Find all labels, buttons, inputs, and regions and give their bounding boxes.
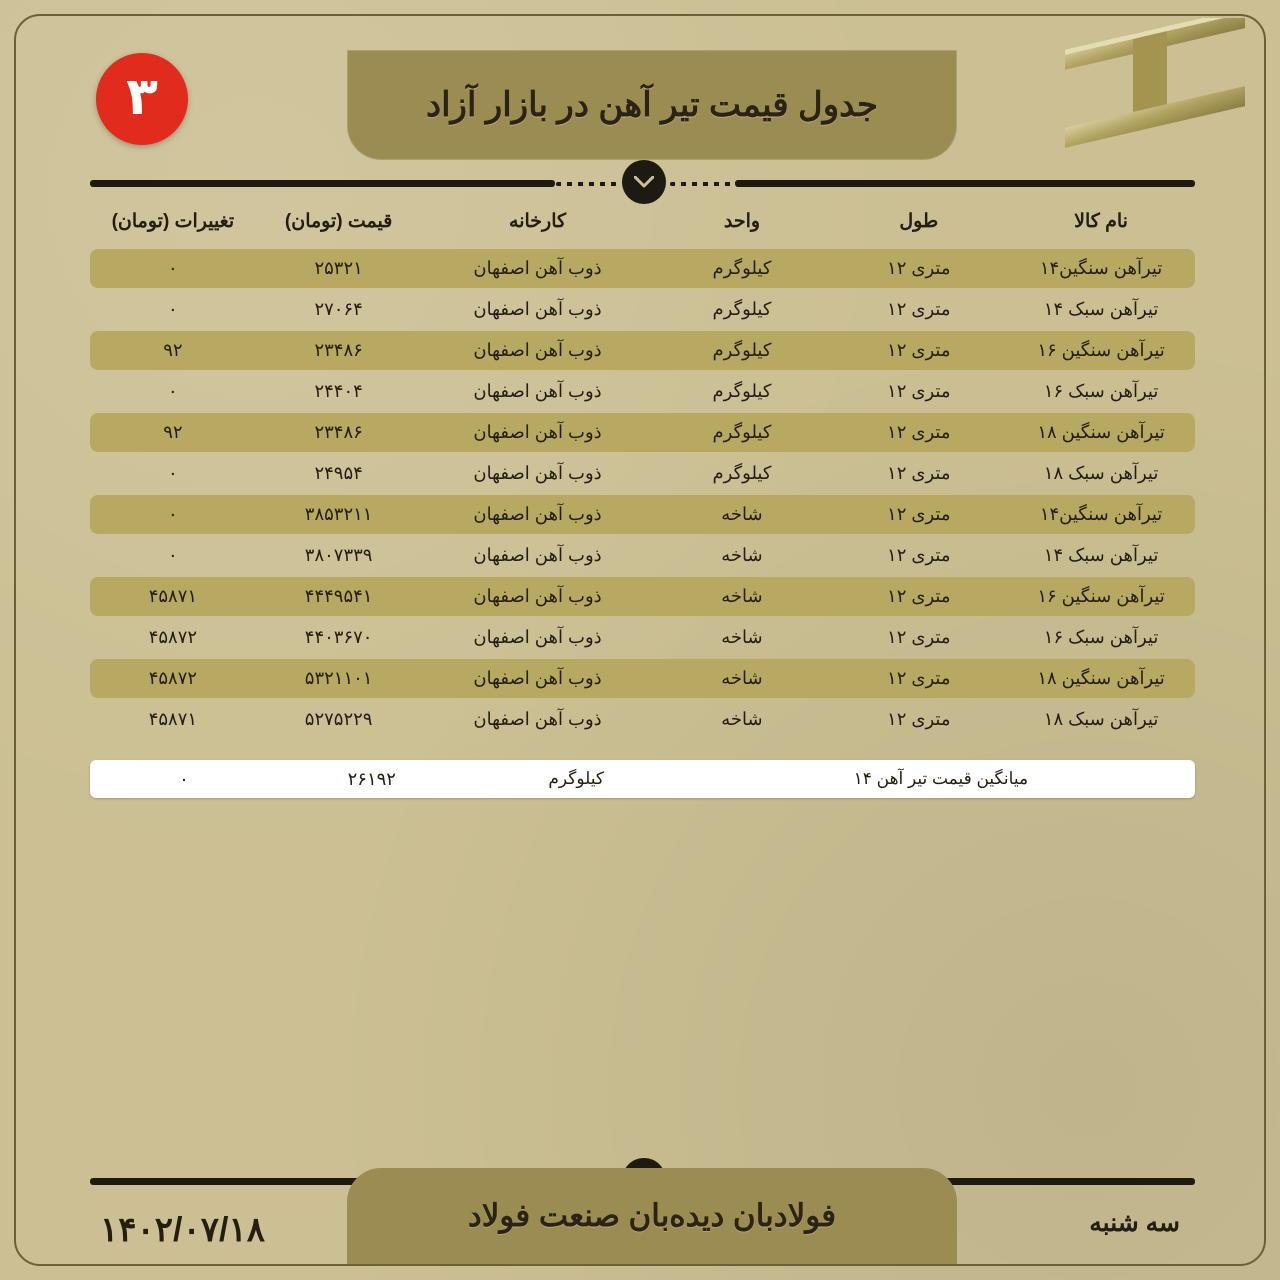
column-header-unit: واحد xyxy=(723,211,761,232)
cell-name: تیرآهن سبک ۱۸ xyxy=(1043,463,1159,483)
cell-unit: شاخه xyxy=(654,659,831,698)
cell-name: تیرآهن سنگین ۱۶ xyxy=(1007,577,1195,616)
price-table xyxy=(90,200,1195,741)
cell-unit: شاخه xyxy=(721,709,763,729)
cell-length: متری ۱۲ xyxy=(887,381,951,401)
cell-factory: ذوب آهن اصفهان xyxy=(473,709,602,729)
logo-glyph: ۳ xyxy=(126,67,158,127)
cell-price: ۲۵۳۲۱ xyxy=(256,249,422,288)
cell-name: تیرآهن سنگین ۱۶ xyxy=(1007,331,1195,370)
cell-change: ۰ xyxy=(168,381,178,401)
average-price: ۲۶۱۹۲ xyxy=(347,768,396,789)
header-rule-right xyxy=(90,180,555,187)
average-change: ۰ xyxy=(179,768,189,789)
cell-factory: ذوب آهن اصفهان xyxy=(473,381,602,401)
cell-unit: کیلوگرم xyxy=(712,381,772,401)
cell-price: ۵۲۷۵۲۲۹ xyxy=(304,709,373,729)
cell-factory: ذوب آهن اصفهان xyxy=(422,659,654,698)
cell-unit: شاخه xyxy=(721,545,763,565)
table-row xyxy=(90,290,1195,329)
cell-change: ۴۵۸۷۱ xyxy=(90,577,256,616)
cell-price: ۲۴۴۰۴ xyxy=(314,381,363,401)
cell-unit: کیلوگرم xyxy=(654,249,831,288)
cell-length: متری ۱۲ xyxy=(887,299,951,319)
cell-length: متری ۱۲ xyxy=(887,627,951,647)
cell-price: ۴۴۰۳۶۷۰ xyxy=(304,627,373,647)
cell-length: متری ۱۲ xyxy=(830,495,1007,534)
cell-name: تیرآهن سبک ۱۶ xyxy=(1043,627,1159,647)
cell-name: تیرآهن سنگین۱۴ xyxy=(1007,249,1195,288)
table-row xyxy=(90,495,1195,534)
cell-change: ۹۲ xyxy=(90,413,256,452)
cell-name: تیرآهن سنگین۱۴ xyxy=(1007,495,1195,534)
table-row xyxy=(90,372,1195,411)
cell-length: متری ۱۲ xyxy=(830,577,1007,616)
cell-change: ۰ xyxy=(168,463,178,483)
cell-name: تیرآهن سبک ۱۸ xyxy=(1043,709,1159,729)
cell-factory: ذوب آهن اصفهان xyxy=(422,495,654,534)
cell-change: ۴۵۸۷۲ xyxy=(148,627,198,647)
cell-price: ۴۴۴۹۵۴۱ xyxy=(256,577,422,616)
cell-unit: شاخه xyxy=(654,577,831,616)
table-header xyxy=(90,202,1195,247)
column-header-length: طول xyxy=(899,211,939,232)
cell-price: ۳۸۰۷۳۳۹ xyxy=(304,545,373,565)
cell-unit: کیلوگرم xyxy=(712,299,772,319)
cell-change: ۴۵۸۷۲ xyxy=(90,659,256,698)
cell-price: ۲۴۹۵۴ xyxy=(314,463,363,483)
cell-unit: کیلوگرم xyxy=(712,463,772,483)
cell-factory: ذوب آهن اصفهان xyxy=(473,545,602,565)
cell-unit: شاخه xyxy=(721,627,763,647)
table-row xyxy=(90,331,1195,370)
cell-length: متری ۱۲ xyxy=(830,331,1007,370)
cell-length: متری ۱۲ xyxy=(830,659,1007,698)
header-rule-left xyxy=(735,180,1195,187)
average-label: میانگین قیمت تیر آهن ۱۴ xyxy=(853,769,1029,788)
column-header-factory: کارخانه xyxy=(509,211,567,232)
cell-factory: ذوب آهن اصفهان xyxy=(422,413,654,452)
page-title: جدول قیمت تیر آهن در بازار آزاد xyxy=(425,86,879,124)
cell-name: تیرآهن سنگین ۱۸ xyxy=(1007,413,1195,452)
cell-change: ۰ xyxy=(168,299,178,319)
header-rule-dots-right xyxy=(556,182,621,186)
column-header-name: نام کالا xyxy=(1074,211,1128,232)
cell-name: تیرآهن سبک ۱۴ xyxy=(1043,299,1159,319)
column-header-price: قیمت (تومان) xyxy=(284,211,393,232)
cell-name: تیرآهن سبک ۱۴ xyxy=(1043,545,1159,565)
scroll-down-chevron-icon[interactable] xyxy=(622,160,666,204)
cell-change: ۰ xyxy=(168,545,178,565)
table-row xyxy=(90,413,1195,452)
price-table-wrapper xyxy=(90,200,1195,741)
cell-factory: ذوب آهن اصفهان xyxy=(473,299,602,319)
table-row xyxy=(90,454,1195,493)
cell-length: متری ۱۲ xyxy=(887,463,951,483)
cell-unit: کیلوگرم xyxy=(654,413,831,452)
cell-length: متری ۱۲ xyxy=(887,709,951,729)
cell-change: ۴۵۸۷۱ xyxy=(148,709,198,729)
header-rule-dots-left xyxy=(670,182,735,186)
cell-name: تیرآهن سنگین ۱۸ xyxy=(1007,659,1195,698)
cell-name: تیرآهن سبک ۱۶ xyxy=(1043,381,1159,401)
cell-length: متری ۱۲ xyxy=(830,413,1007,452)
cell-unit: شاخه xyxy=(654,495,831,534)
table-body xyxy=(90,249,1195,739)
cell-factory: ذوب آهن اصفهان xyxy=(473,463,602,483)
i-beam-icon xyxy=(1055,18,1250,148)
cell-unit: کیلوگرم xyxy=(654,331,831,370)
table-row xyxy=(90,700,1195,739)
cell-length: متری ۱۲ xyxy=(830,249,1007,288)
table-row xyxy=(90,618,1195,657)
footer-date: ۱۴۰۲/۰۷/۱۸ xyxy=(100,1211,265,1249)
cell-price: ۵۳۲۱۱۰۱ xyxy=(256,659,422,698)
table-row xyxy=(90,577,1195,616)
cell-factory: ذوب آهن اصفهان xyxy=(422,249,654,288)
red-circle-logo xyxy=(96,53,188,145)
cell-factory: ذوب آهن اصفهان xyxy=(422,577,654,616)
cell-price: ۳۸۵۳۲۱۱ xyxy=(256,495,422,534)
title-plate xyxy=(347,50,957,160)
cell-price: ۲۳۴۸۶ xyxy=(256,413,422,452)
table-header-row xyxy=(90,202,1195,247)
cell-change: ۰ xyxy=(90,249,256,288)
cell-factory: ذوب آهن اصفهان xyxy=(422,331,654,370)
brand-name: فولادبان دیده‌بان صنعت فولاد xyxy=(467,1198,837,1233)
table-row xyxy=(90,659,1195,698)
footer-weekday: سه شنبه xyxy=(1089,1209,1180,1237)
table-row xyxy=(90,536,1195,575)
cell-change: ۰ xyxy=(90,495,256,534)
column-header-change: تغییرات (تومان) xyxy=(111,211,235,232)
cell-change: ۹۲ xyxy=(90,331,256,370)
average-unit: کیلوگرم xyxy=(548,769,605,788)
table-row xyxy=(90,249,1195,288)
cell-price: ۲۳۴۸۶ xyxy=(256,331,422,370)
footer-plate xyxy=(347,1168,957,1264)
cell-length: متری ۱۲ xyxy=(887,545,951,565)
cell-factory: ذوب آهن اصفهان xyxy=(473,627,602,647)
cell-price: ۲۷۰۶۴ xyxy=(314,299,363,319)
average-price-bar xyxy=(90,760,1195,798)
